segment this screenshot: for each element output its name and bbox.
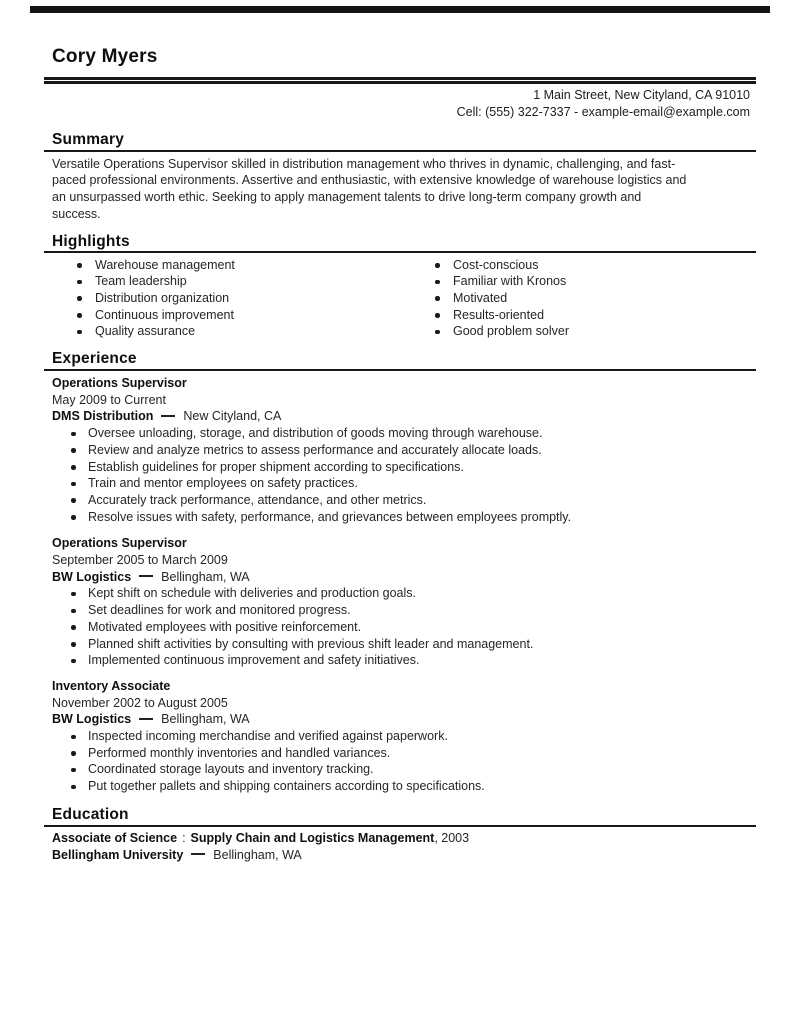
education-school: Bellingham University — [52, 847, 184, 862]
list-item: Motivated — [402, 290, 569, 307]
bullet-icon — [71, 735, 76, 740]
bullet-icon — [71, 751, 76, 756]
dash-separator — [139, 575, 153, 577]
bullet-icon — [77, 296, 82, 301]
summary-line: an unsurpassed worth ethic. Seeking to apply management talents to drive long-term company growth and — [52, 190, 642, 205]
list-item: Kept shift on schedule with deliveries and production goals. — [44, 585, 756, 602]
section-rule-education — [44, 825, 756, 827]
bullet-icon — [77, 313, 82, 318]
list-item: Put together pallets and shipping containers according to specifications. — [44, 778, 756, 795]
list-item: Implemented continuous improvement and safety initiatives. — [44, 652, 756, 669]
bullet-icon — [71, 609, 76, 614]
job-company-line — [44, 569, 756, 586]
education-location: Bellingham, WA — [213, 847, 302, 862]
job-company-line — [44, 711, 756, 728]
contact-block — [44, 87, 756, 122]
list-item: Set deadlines for work and monitored progress. — [44, 602, 756, 619]
job-dates: May 2009 to Current — [52, 392, 166, 407]
job-location: Bellingham, WA — [161, 569, 250, 584]
list-item: Warehouse management — [44, 257, 402, 274]
list-item: Motivated employees with positive reinforcement. — [44, 619, 756, 636]
bullet-icon — [71, 642, 76, 647]
header-rule-bottom — [44, 81, 756, 84]
highlights-column-left — [44, 257, 402, 341]
list-item: Resolve issues with safety, performance, and grievances between employees promptly. — [44, 509, 756, 526]
bullet-icon — [71, 768, 76, 773]
list-item: Cost-conscious — [402, 257, 569, 274]
section-heading-experience: Experience — [52, 350, 137, 368]
job-company: DMS Distribution — [52, 409, 154, 424]
job-bullet-list — [44, 728, 756, 795]
summary-line: Versatile Operations Supervisor skilled in distribution management who thrives in dynamic, challenging, and fast- — [52, 156, 676, 171]
bullet-icon — [71, 515, 76, 520]
section-rule-highlights — [44, 251, 756, 253]
list-item: Good problem solver — [402, 323, 569, 340]
list-item: Accurately track performance, attendance, and other metrics. — [44, 492, 756, 509]
person-name: Cory Myers — [52, 46, 158, 67]
degree-colon: : — [182, 830, 186, 845]
job-title: Inventory Associate — [52, 678, 171, 693]
bullet-icon — [71, 625, 76, 630]
bullet-icon — [71, 785, 76, 790]
summary-line: success. — [52, 206, 101, 221]
education-year: , 2003 — [434, 830, 470, 845]
contact-address: 1 Main Street, New Cityland, CA 91010 — [533, 87, 750, 102]
header-rule-top — [44, 77, 756, 80]
education-school-line — [44, 847, 756, 864]
job-entry — [44, 375, 756, 525]
dash-separator — [161, 415, 175, 417]
bullet-icon — [71, 448, 76, 453]
job-bullet-list — [44, 585, 756, 669]
section-heading-education: Education — [52, 805, 129, 823]
list-item: Inspected incoming merchandise and verified against paperwork. — [44, 728, 756, 745]
job-title: Operations Supervisor — [52, 376, 187, 391]
job-dates: September 2005 to March 2009 — [52, 553, 228, 568]
header-double-rule — [44, 77, 756, 84]
section-rule-summary — [44, 150, 756, 152]
list-item: Review and analyze metrics to assess performance and accurately allocate loads. — [44, 442, 756, 459]
bullet-icon — [435, 330, 440, 335]
bullet-icon — [71, 659, 76, 664]
education-degree: Associate of Science — [52, 830, 178, 845]
list-item: Quality assurance — [44, 323, 402, 340]
job-title: Operations Supervisor — [52, 536, 187, 551]
job-entry — [44, 535, 756, 669]
bullet-icon — [435, 263, 440, 268]
bullet-icon — [71, 432, 76, 437]
job-location: Bellingham, WA — [161, 712, 250, 727]
job-location: New Cityland, CA — [183, 409, 282, 424]
job-dates: November 2002 to August 2005 — [52, 695, 228, 710]
bullet-icon — [435, 280, 440, 285]
bullet-icon — [77, 330, 82, 335]
job-company: BW Logistics — [52, 712, 132, 727]
bullet-icon — [77, 263, 82, 268]
dash-separator — [139, 718, 153, 720]
section-heading-highlights: Highlights — [52, 232, 130, 250]
list-item: Team leadership — [44, 273, 402, 290]
summary-line: paced professional environments. Assertive and enthusiastic, with extensive knowledge of warehouse logistics and — [52, 173, 687, 188]
list-item: Planned shift activities by consulting with previous shift leader and management. — [44, 636, 756, 653]
dash-separator — [191, 853, 205, 855]
job-bullet-list — [44, 425, 756, 525]
bullet-icon — [435, 296, 440, 301]
education-degree-line — [44, 830, 756, 847]
section-heading-summary: Summary — [52, 130, 125, 148]
job-entry — [44, 678, 756, 795]
list-item: Familiar with Kronos — [402, 273, 569, 290]
section-rule-experience — [44, 369, 756, 371]
list-item: Coordinated storage layouts and inventory tracking. — [44, 761, 756, 778]
list-item: Continuous improvement — [44, 307, 402, 324]
list-item: Performed monthly inventories and handled variances. — [44, 745, 756, 762]
bullet-icon — [71, 592, 76, 597]
job-company: BW Logistics — [52, 569, 132, 584]
bullet-icon — [77, 280, 82, 285]
summary-paragraph — [44, 156, 756, 223]
highlights-columns — [44, 257, 756, 341]
job-company-line — [44, 408, 756, 425]
bullet-icon — [71, 465, 76, 470]
highlights-column-right — [402, 257, 569, 341]
list-item: Oversee unloading, storage, and distribution of goods moving through warehouse. — [44, 425, 756, 442]
education-program: Supply Chain and Logistics Management — [190, 830, 435, 845]
bullet-icon — [71, 482, 76, 487]
bullet-icon — [435, 313, 440, 318]
list-item: Establish guidelines for proper shipment according to specifications. — [44, 459, 756, 476]
contact-phone-email: Cell: (555) 322-7337 - example-email@example.com — [456, 105, 750, 120]
list-item: Distribution organization — [44, 290, 402, 307]
list-item: Results-oriented — [402, 307, 569, 324]
list-item: Train and mentor employees on safety practices. — [44, 475, 756, 492]
resume-content — [44, 0, 756, 864]
bullet-icon — [71, 498, 76, 503]
